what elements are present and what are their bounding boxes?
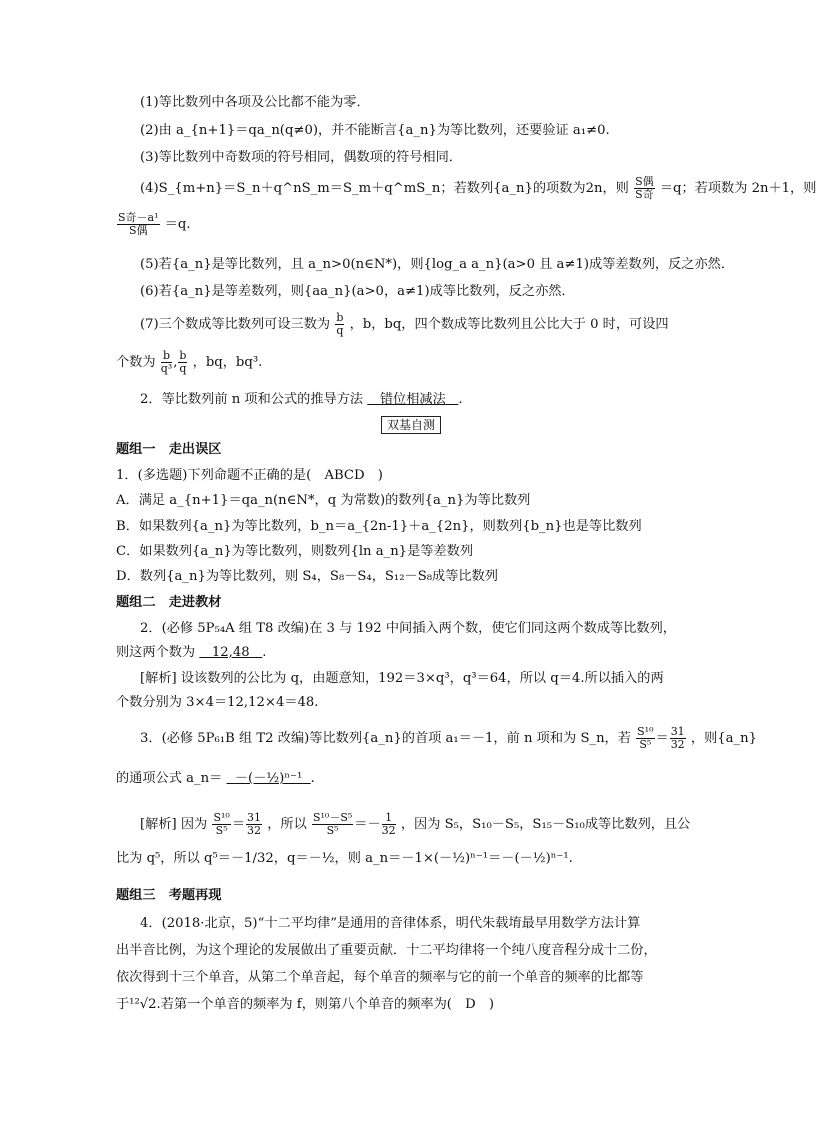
- note-4-text-a: (4)S_{m+n}＝S_n＋q^nS_m＝S_m＋q^mS_n；若数列{a_n}的项数为2n，则: [140, 181, 629, 196]
- note-4-text-d: ＝q.: [164, 217, 191, 232]
- solution-3-fraction-1: $\frac{\text{S¹⁰}}{\text{S⁵}}$: [213, 811, 230, 837]
- note-6: (6)若{a_n}是等差数列，则{aa_n}(a>0，a≠1)成等比数列，反之亦然．: [140, 284, 575, 299]
- question-3-answer: －(－½)ⁿ⁻¹: [234, 771, 303, 786]
- question-4-line-2: 出半音比例，为这个理论的发展做出了重要贡献．十二平均律将一个纯八度音程分成十二份，: [116, 943, 657, 958]
- note-1: (1)等比数列中各项及公比都不能为零．: [140, 95, 370, 110]
- group-1-title: 题组一 走出误区: [116, 442, 222, 457]
- question-4-line-4: 于¹²√2.若第一个单音的频率为 f，则第八个单音的频率为( D ): [116, 997, 494, 1012]
- solution-3-text-b: ，所以: [267, 817, 307, 832]
- note-7-continued: 个数为 $\frac{b}{\text{q³}}$ , $\frac{b}{q}$ ，bq，bq³.: [116, 349, 263, 375]
- note-4c-fraction-num: S奇－a¹: [118, 211, 159, 224]
- question-3-fraction-1: $\frac{\text{S¹⁰}}{\text{S⁵}}$: [637, 725, 654, 751]
- item-2: 2．等比数列前 n 项和公式的推导方法 错位相减法 .: [140, 392, 463, 407]
- question-4-line-1: 4．(2018·北京，5)“十二平均律”是通用的音律体系，明代朱载堉最早用数学方法计算: [140, 916, 641, 931]
- question-3-fraction-2: $\frac{31}{32}$: [670, 725, 685, 751]
- group-3-title: 题组三 考题再现: [116, 888, 222, 903]
- question-3-text-c: 的通项公式 a_n＝: [116, 771, 223, 786]
- question-3: 3．(必修 5P₆₁B 组 T2 改编)等比数列{a_n}的首项 a₁＝－1，前 n 项和为 S_n，若 $\frac{\text{S¹⁰}}{\text{S⁵}}$ ＝ $\frac{31}{32}$ ，则{a_n}: [140, 725, 757, 751]
- option-a: A．满足 a_{n+1}＝qa_n(n∈N*，q 为常数)的数列{a_n}为等比数列: [116, 493, 531, 508]
- question-2: 2．(必修 5P₅₄A 组 T8 改编)在 3 与 192 中间插入两个数，使它们同这两个数成等比数列，: [140, 621, 676, 636]
- note-4-fraction-den: S奇: [635, 188, 654, 201]
- solution-3-fraction-4: $\frac{1}{32}$: [381, 811, 396, 837]
- solution-2-continued: 个数分别为 3×4＝12,12×4＝48.: [116, 695, 319, 710]
- note-7-text-d: ，bq，bq³.: [192, 355, 263, 370]
- question-4-line-3: 依次得到十三个单音，从第二个单音起，每个单音的频率与它的前一个单音的频率的比都等: [116, 970, 644, 985]
- note-7-text-c: 个数为: [116, 355, 156, 370]
- note-7-text-b: ，b，bq，四个数成等比数列且公比大于 0 时，可设四: [349, 317, 669, 332]
- solution-2-text: 设该数列的公比为 q，由题意知，192＝3×q³，q³＝64，所以 q＝4.所以插入的两: [180, 671, 664, 686]
- solution-3: [解析] 因为 $\frac{\text{S¹⁰}}{\text{S⁵}}$ ＝ $\frac{31}{32}$ ，所以 $\frac{\text{S¹⁰－S⁵}}{\text{S⁵}}$ ＝－ $\frac{1}{32}$ ，因为 S₅，S₁₀－S₅，S₁₅－S₁₀成等比数列，且公: [140, 811, 691, 837]
- note-7c-fraction-2: $\frac{b}{q}$: [179, 349, 187, 375]
- question-3-continued: 的通项公式 a_n＝ －(－½)ⁿ⁻¹ .: [116, 771, 315, 786]
- option-c: C．如果数列{a_n}为等比数列，则数列{ln a_n}是等差数列: [116, 544, 474, 559]
- note-4c-fraction-den: S偶: [128, 224, 148, 237]
- note-4-fraction-num: S偶: [635, 175, 654, 188]
- solution-3-text-c: ，因为 S₅，S₁₀－S₅，S₁₅－S₁₀成等比数列，且公: [400, 817, 691, 832]
- solution-3-text-a: 因为: [180, 817, 208, 832]
- note-7-fraction: $\frac{b}{q}$: [336, 311, 344, 337]
- solution-label: [解析]: [140, 671, 177, 686]
- note-4: [140, 176, 816, 201]
- solution-3-label: [解析]: [140, 817, 177, 832]
- group-2-title: 题组二 走进教材: [116, 595, 222, 610]
- option-b: B．如果数列{a_n}为等比数列，b_n＝a_{2n-1}＋a_{2n}，则数列{b_n}也是等比数列: [116, 519, 642, 534]
- option-d: D．数列{a_n}为等比数列，则 S₄，S₈－S₄，S₁₂－S₈成等比数列: [116, 569, 498, 584]
- note-4-text-b: ＝q；若项数为 2n＋1，则: [659, 181, 816, 196]
- item-2-text: 2．等比数列前 n 项和公式的推导方法: [140, 392, 364, 407]
- item-2-answer: 错位相减法: [379, 392, 446, 407]
- question-3-text-b: ，则{a_n}: [690, 731, 757, 746]
- solution-3-continued: 比为 q⁵，所以 q⁵＝－1/32，q＝－½，则 a_n＝－1×(－½)ⁿ⁻¹＝－(－½)ⁿ⁻¹.: [116, 851, 573, 866]
- solution-3-fraction-2: $\frac{31}{32}$: [247, 811, 261, 837]
- question-3-text-a: 3．(必修 5P₆₁B 组 T2 改编)等比数列{a_n}的首项 a₁＝－1，前 n 项和为 S_n，若: [140, 731, 631, 746]
- note-5: (5)若{a_n}是等比数列，且 a_n>0(n∈N*)，则{log_a a_n}(a>0 且 a≠1)成等差数列，反之亦然．: [140, 257, 735, 272]
- note-4c-fraction: [117, 212, 160, 237]
- note-7c-fraction-1: $\frac{b}{\text{q³}}$: [160, 349, 173, 375]
- note-4-continued: [116, 212, 191, 237]
- note-3: (3)等比数列中奇数项的符号相同，偶数项的符号相同．: [140, 150, 462, 165]
- solution-2: [140, 670, 664, 688]
- question-2-continued: 则这两个数为 12,48 .: [116, 645, 267, 660]
- question-2-answer: 12,48: [211, 645, 250, 660]
- question-2-text: 则这两个数为: [116, 645, 196, 660]
- note-4-fraction: [634, 176, 655, 201]
- note-7: [140, 312, 669, 337]
- section-box-label: 双基自测: [381, 416, 441, 434]
- note-2: (2)由 a_{n+1}＝qa_n(q≠0)，并不能断言{a_n}为等比数列，还要验证 a₁≠0.: [140, 123, 610, 138]
- solution-3-fraction-3: $\frac{\text{S¹⁰－S⁵}}{\text{S⁵}}$: [312, 811, 353, 837]
- question-1: 1．(多选题)下列命题不正确的是( ABCD ): [116, 468, 383, 483]
- note-7-text-a: (7)三个数成等比数列可设三数为: [140, 317, 331, 332]
